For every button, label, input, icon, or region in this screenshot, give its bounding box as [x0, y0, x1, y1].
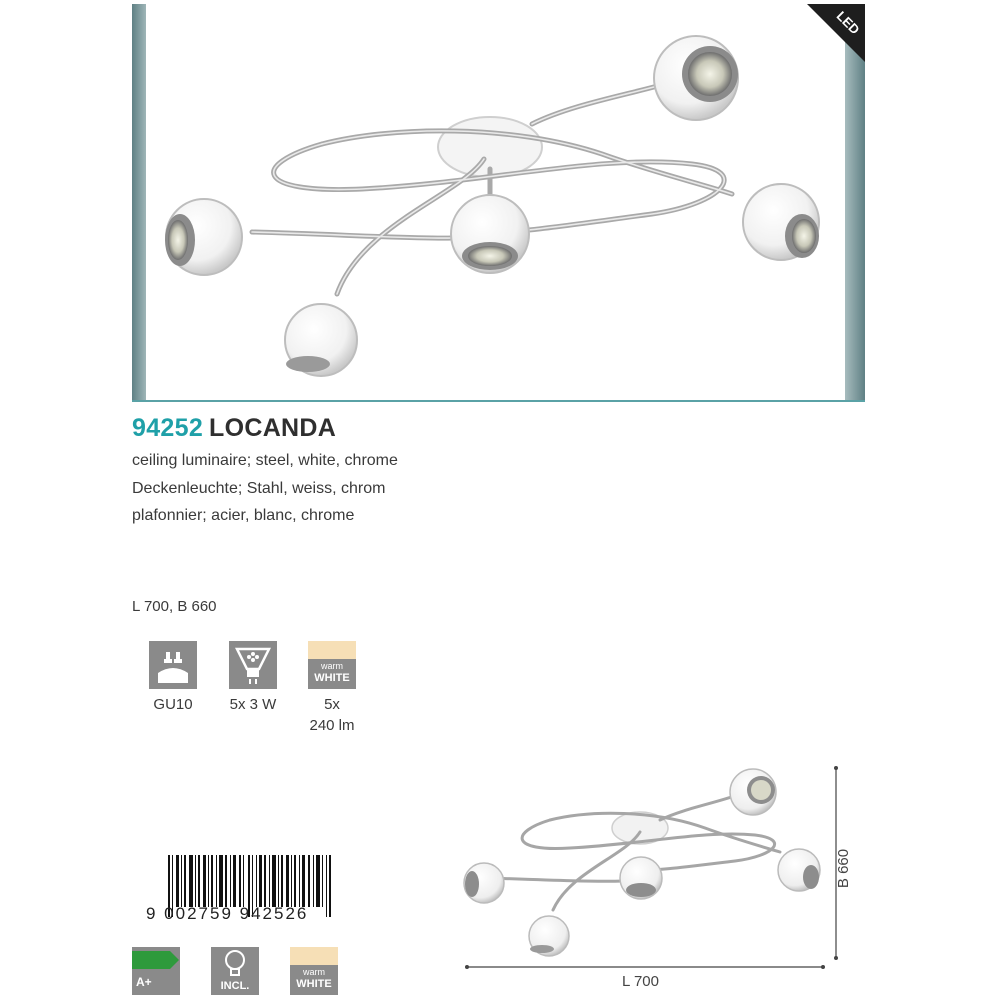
length-dimension-label: L 700 [622, 973, 659, 990]
luminaire-illustration [132, 4, 865, 402]
width-dimension-label: B 660 [835, 848, 853, 889]
bulb-included-label: INCL. [220, 980, 250, 992]
warm-label: warm [303, 967, 325, 977]
technical-drawing [455, 760, 875, 1000]
lumen-count: 5x [324, 696, 340, 713]
led-badge-text: LED [833, 8, 863, 38]
dimensions-text: L 700, B 660 [132, 598, 217, 615]
warm-white-icon [308, 641, 356, 689]
description-german: Deckenleuchte; Stahl, weiss, chrom [132, 480, 386, 497]
lumen-caption [296, 694, 368, 736]
energy-class-icon [132, 947, 180, 995]
bulb-included-icon [211, 947, 259, 995]
description-english: ceiling luminaire; steel, white, chrome [132, 452, 398, 469]
led-bulb-icon [229, 641, 277, 689]
white-label: WHITE [296, 978, 332, 990]
socket-caption: GU10 [153, 696, 193, 713]
description-french: plafonnier; acier, blanc, chrome [132, 507, 355, 524]
energy-class-label: A+ [136, 975, 152, 989]
product-title [132, 414, 336, 443]
white-label: WHITE [314, 672, 350, 684]
lumen-value: 240 lm [309, 717, 355, 734]
warm-white-icon [290, 947, 338, 995]
power-caption: 5x 3 W [229, 696, 277, 713]
article-number: 94252 [132, 414, 204, 442]
barcode-number: 9 002759 942526 [146, 904, 309, 923]
led-corner-badge [807, 4, 865, 62]
warm-label: warm [321, 661, 343, 671]
product-photo [132, 4, 865, 402]
gu10-socket-icon [149, 641, 197, 689]
product-name: LOCANDA [209, 414, 337, 442]
